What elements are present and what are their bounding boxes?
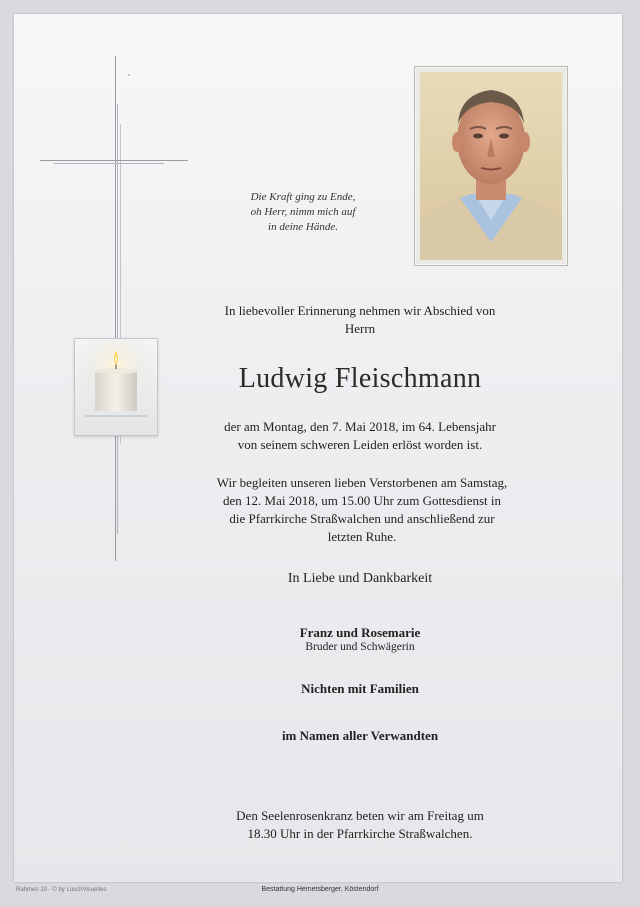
deceased-name: Ludwig Fleischmann (238, 363, 482, 394)
funeral-line: den 12. Mai 2018, um 15.00 Uhr zum Gottesdienst in (222, 493, 502, 508)
template-credit: Rahmen 10 - © by LüschVisuelles (16, 887, 107, 893)
intro-line: Herrn (344, 321, 376, 336)
parte-sheet (14, 14, 622, 882)
death-line: von seinem schweren Leiden erlöst worden ist. (237, 437, 483, 452)
funeral-line: die Pfarrkirche Straßwalchen und anschließend zur (229, 511, 495, 526)
undertaker-name: Bestattung Hemetsberger, Köstendorf (261, 886, 379, 893)
mourner-name: Nichten mit Familien (301, 681, 419, 696)
memorial-quote (228, 190, 378, 235)
rosary-line: 18.30 Uhr in der Pfarrkirche Straßwalchen. (247, 826, 473, 841)
candle-icon (74, 338, 158, 436)
rosary-line: Den Seelenrosenkranz beten wir am Freitag um (236, 808, 484, 823)
portrait-photo (420, 72, 562, 260)
portrait-frame (414, 66, 568, 266)
funeral-line: Wir begleiten unseren lieben Verstorbenen am Samstag, (216, 475, 508, 490)
funeral-line: letzten Ruhe. (327, 529, 397, 544)
intro-text (180, 302, 540, 338)
rosary-notice (180, 807, 540, 843)
mourner-name: im Namen aller Verwandten (281, 728, 439, 743)
quote-line: oh Herr, nimm mich auf (250, 206, 356, 218)
quote-line: Die Kraft ging zu Ende, (250, 191, 356, 203)
quote-line: in deine Hände. (268, 221, 338, 233)
mourner-relation: Bruder und Schwägerin (305, 641, 415, 653)
death-notice (180, 418, 540, 454)
closing-text: In Liebe und Dankbarkeit (287, 571, 433, 586)
mourner-name: Franz und Rosemarie (299, 625, 421, 640)
death-line: der am Montag, den 7. Mai 2018, im 64. Lebensjahr (224, 419, 496, 434)
intro-line: In liebevoller Erinnerung nehmen wir Abschied von (224, 303, 496, 318)
funeral-notice (194, 474, 530, 546)
